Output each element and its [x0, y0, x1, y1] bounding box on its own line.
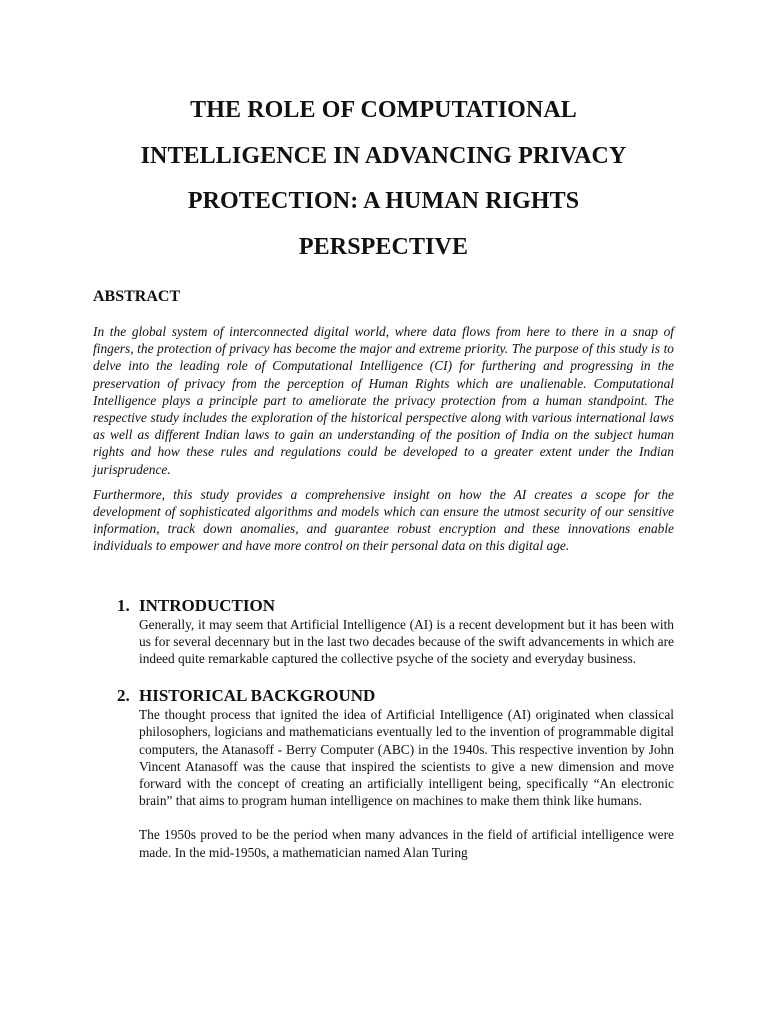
section-introduction: [117, 596, 674, 668]
section-number: 1.: [117, 595, 130, 615]
abstract-paragraph: Furthermore, this study provides a comprehensive insight on how the AI creates a scope for the development of sophisticated algorithms and models which can ensure the utmost security of our sensitive information, track down anomalies, and guarantee robust encryption and these innovations enable individuals to empower and have more control on their personal data on this digital age.: [93, 486, 674, 554]
section-heading: [117, 686, 674, 706]
body-paragraph: Generally, it may seem that Artificial Intelligence (AI) is a recent development but it has been with us for several decennary but in the last two decades because of the swift advancements in which are indeed quite remarkable captured the collective psyche of the society and everyday business.: [139, 616, 674, 667]
body-paragraph: The 1950s proved to be the period when many advances in the field of artificial intelligence were made. In the mid-1950s, a mathematician named Alan Turing: [139, 827, 674, 860]
body-paragraph: The thought process that ignited the idea of Artificial Intelligence (AI) originated when classical philosophers, logicians and mathematicians eventually led to the invention of programmable digital computers, the Atanasoff - Berry Computer (ABC) in the 1940s. This respective invention by John Vincent Atanasoff was the cause that inspired the scientists to give a new dimension and move forward with the concept of creating an artificially intelligent being, specifically “An electronic brain” that aims to program human intelligence on machines to make them think like humans.: [139, 707, 674, 809]
title-line: THE ROLE OF COMPUTATIONAL: [190, 97, 577, 123]
section-title: INTRODUCTION: [139, 595, 276, 615]
section-body: [139, 616, 674, 668]
abstract-heading: ABSTRACT: [93, 288, 181, 305]
section-heading: [117, 596, 674, 616]
section-body: [139, 706, 674, 861]
title-line: PERSPECTIVE: [298, 233, 469, 260]
section-historical-background: [117, 686, 674, 861]
section-number: 2.: [117, 686, 130, 706]
paper-title: [93, 88, 674, 270]
title-line: INTELLIGENCE IN ADVANCING PRIVACY: [140, 142, 627, 169]
abstract-paragraph: In the global system of interconnected digital world, where data flows from here to there in a snap of fingers, the protection of privacy has become the major and extreme priority. The purpose of this study is to delve into the leading role of Computational Intelligence (CI) for furthering and progressing in the preservation of privacy from the perception of Human Rights which are unalienable. Computational Intelligence plays a principle part to ameliorate the privacy protection from a human standpoint. The respective study includes the exploration of the historical perspective along with various international laws as well as different Indian laws to gain an understanding of the position of India on the subject human rights and how these rules and regulations could be developed to a greater extent under the Indian jurisprudence.: [93, 324, 674, 477]
title-line: PROTECTION: A HUMAN RIGHTS: [187, 188, 580, 214]
section-title: HISTORICAL BACKGROUND: [139, 686, 376, 706]
